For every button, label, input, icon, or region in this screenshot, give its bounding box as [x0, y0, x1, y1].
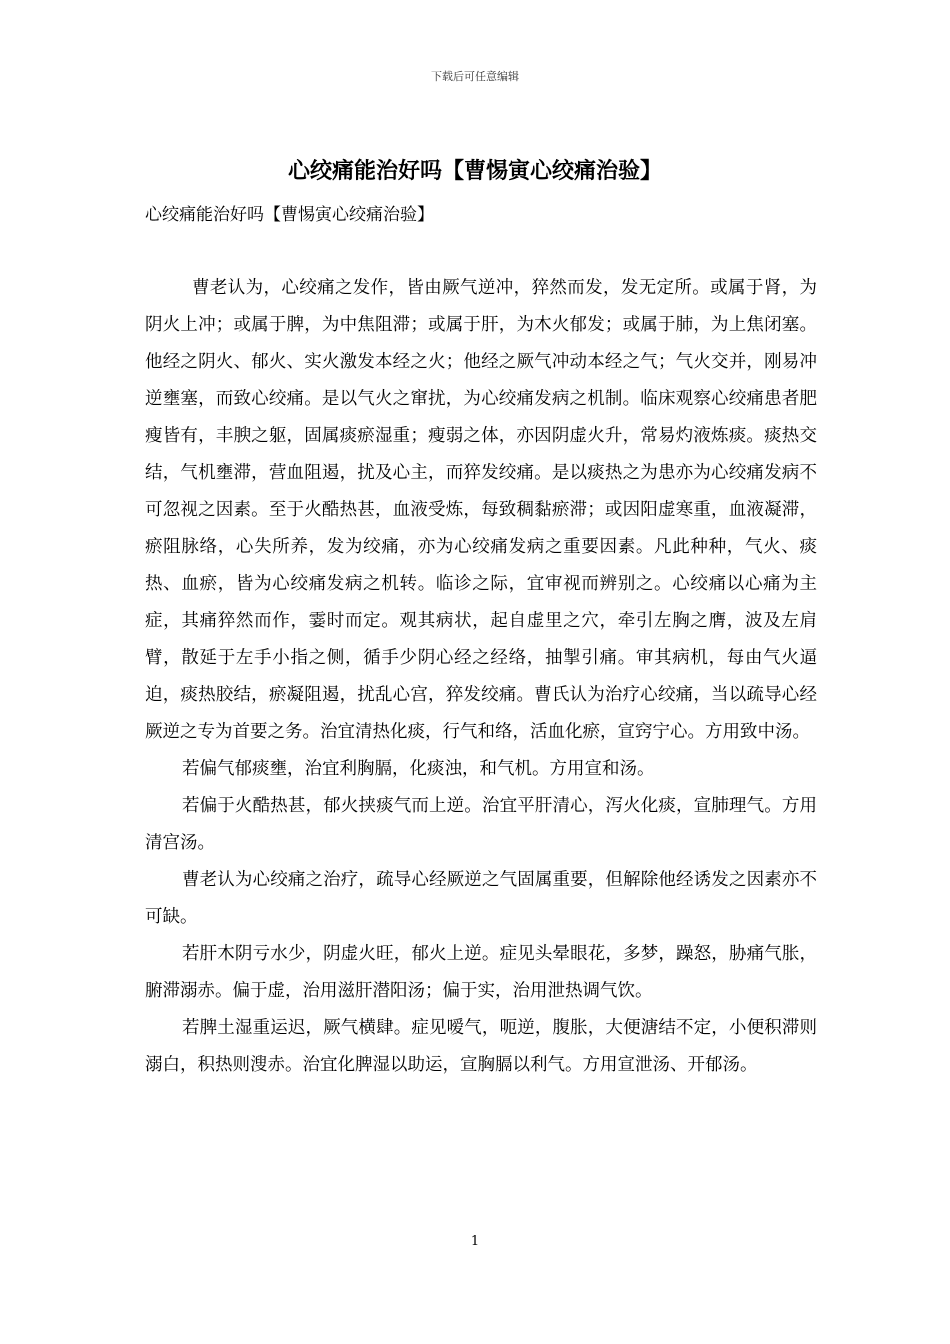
paragraph-4: 曹老认为心绞痛之治疗，疏导心经厥逆之气固属重要，但解除他经诱发之因素亦不可缺。 — [145, 870, 817, 927]
paragraph-5: 若肝木阴亏水少，阴虚火旺，郁火上逆。症见头晕眼花，多梦，躁怒，胁痛气胀，腑滞溺赤。偏于虚，治用滋肝潜阳汤；偏于实，治用泄热调气饮。 — [145, 944, 817, 1001]
paragraph-6: 若脾土湿重运迟，厥气横肆。症见嗳气，呃逆，腹胀，大便溏结不定，小便积滞则溺白，积热则溲赤。治宜化脾湿以助运，宣胸膈以利气。方用宣泄汤、开郁汤。 — [145, 1018, 817, 1075]
document-title: 心绞痛能治好吗【曹惕寅心绞痛治验】 — [287, 159, 662, 184]
header-note: 下载后可任意编辑 — [431, 70, 519, 83]
document-subtitle: 心绞痛能治好吗【曹惕寅心绞痛治验】 — [145, 205, 434, 225]
page-number: 1 — [470, 1234, 480, 1249]
body-text — [145, 270, 817, 1084]
paragraph-1: 曹老认为，心绞痛之发作，皆由厥气逆冲，猝然而发，发无定所。或属于肾，为阴火上冲；或属于脾，为中焦阻滞；或属于肝，为木火郁发；或属于肺，为上焦闭塞。他经之阴火、郁火、实火激发本经之火；他经之厥气冲动本经之气；气火交并，刚易冲逆壅塞，而致心绞痛。是以气火之窜扰，为心绞痛发病之机制。临床观察心绞痛患者肥瘦皆有，丰腴之躯，固属痰瘀湿重；瘦弱之体，亦因阴虚火升，常易灼液炼痰。痰热交结，气机壅滞，营血阻遏，扰及心主，而猝发绞痛。是以痰热之为患亦为心绞痛发病不可忽视之因素。至于火酷热甚，血液受炼，每致稠黏瘀滞；或因阳虚寒重，血液凝滞，瘀阻脉络，心失所养，发为绞痛，亦为心绞痛发病之重要因素。凡此种种，气火、痰热、血瘀，皆为心绞痛发病之机转。临诊之际，宜审视而辨别之。心绞痛以心痛为主症，其痛猝然而作，霎时而定。观其病状，起自虚里之穴，牵引左胸之膺，波及左肩臂，散延于左手小指之侧，循手少阴心经之经络，抽掣引痛。审其病机，每由气火逼迫，痰热胶结，瘀凝阻遏，扰乱心宫，猝发绞痛。曹氏认为治疗心绞痛，当以疏导心经厥逆之专为首要之务。治宜清热化痰，行气和络，活血化瘀，宣窍宁心。方用致中汤。 — [145, 278, 817, 742]
paragraph-2: 若偏气郁痰壅，治宜利胸膈，化痰浊，和气机。方用宣和汤。 — [182, 759, 655, 779]
paragraph-3: 若偏于火酷热甚，郁火挟痰气而上逆。治宜平肝清心，泻火化痰，宣肺理气。方用清宫汤。 — [145, 796, 817, 853]
